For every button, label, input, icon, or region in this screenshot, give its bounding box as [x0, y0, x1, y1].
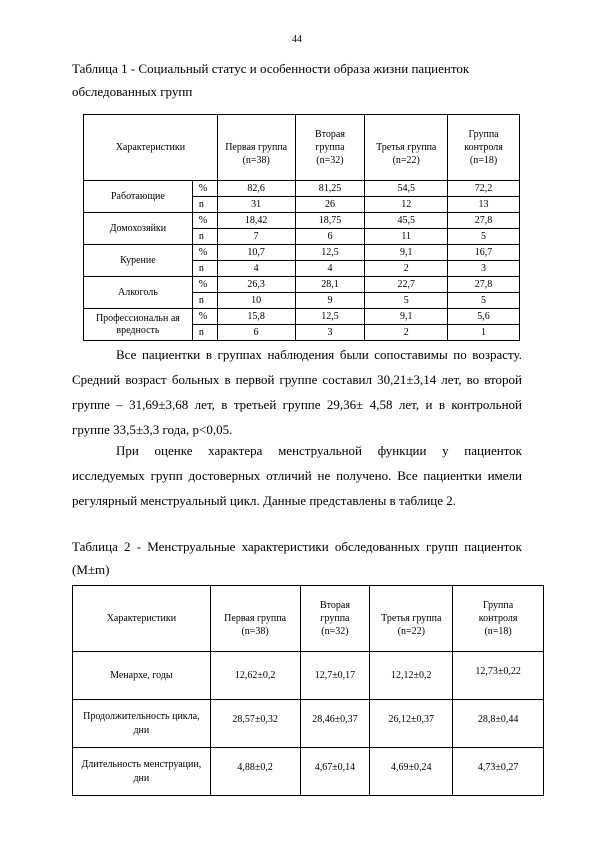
unit-percent: %	[192, 277, 217, 293]
table-cell: 5	[448, 293, 520, 309]
table2-caption: Таблица 2 - Менструальные характеристики обследованных групп пациенток (M±m)	[72, 539, 522, 577]
unit-percent: %	[192, 213, 217, 229]
table-cell: 9,1	[365, 245, 448, 261]
table1-caption: Таблица 1 - Социальный статус и особенности образа жизни пациенток обследованных групп	[72, 61, 470, 99]
table-cell: 6	[217, 325, 295, 341]
table-cell: 27,8	[448, 213, 520, 229]
social-status-table	[83, 114, 520, 341]
unit-percent: %	[192, 309, 217, 325]
table-cell: 28,46±0,37	[300, 700, 370, 748]
table-cell: 9,1	[365, 309, 448, 325]
header-group3: Третья группа (n=22)	[365, 115, 448, 181]
table-cell: 81,25	[295, 181, 365, 197]
table-cell: 5,6	[448, 309, 520, 325]
unit-count: n	[192, 229, 217, 245]
unit-count: n	[192, 293, 217, 309]
row-label: Работающие	[84, 181, 193, 213]
table-cell: 4,69±0,24	[370, 748, 453, 796]
table-cell: 12,7±0,17	[300, 652, 370, 700]
unit-count: n	[192, 197, 217, 213]
table-cell: 1	[448, 325, 520, 341]
unit-percent: %	[192, 245, 217, 261]
table-cell: 9	[295, 293, 365, 309]
paragraph-age-comparison: Все пациентки в группах наблюдения были сопоставимы по возрасту. Средний возраст больных в первой группе составил 30,21±3,14 лет, во второй группе – 31,69±3,68 лет, в третьей группе 29,36± 4,58 лет, и в контрольной группе 33,5±3,3 года, p<0,05.	[72, 347, 522, 437]
table-cell: 15,8	[217, 309, 295, 325]
unit-count: n	[192, 325, 217, 341]
table-cell: 10,7	[217, 245, 295, 261]
table-cell: 16,7	[448, 245, 520, 261]
row-label: Менархе, годы	[73, 652, 211, 700]
table-cell: 4	[217, 261, 295, 277]
table-cell: 12,73±0,22	[453, 652, 544, 700]
unit-count: n	[192, 261, 217, 277]
table-cell: 82,6	[217, 181, 295, 197]
header-group3: Третья группа (n=22)	[370, 586, 453, 652]
table-row	[84, 309, 520, 325]
table-row	[84, 245, 520, 261]
header-group2: Вторая группа (n=32)	[295, 115, 365, 181]
table-cell: 72,2	[448, 181, 520, 197]
table-cell: 10	[217, 293, 295, 309]
table-cell: 7	[217, 229, 295, 245]
table-row	[84, 213, 520, 229]
paragraph-menstrual-function: При оценке характера менструальной функции у пациенток исследуемых групп достоверных отличий не получено. Все пациентки имели регулярный менструальный цикл. Данные представлены в таблице 2.	[72, 443, 522, 508]
table-cell: 3	[295, 325, 365, 341]
row-label: Алкоголь	[84, 277, 193, 309]
table-cell: 28,8±0,44	[453, 700, 544, 748]
header-characteristics: Характеристики	[73, 586, 211, 652]
table-cell: 31	[217, 197, 295, 213]
table-cell: 5	[365, 293, 448, 309]
table-cell: 26	[295, 197, 365, 213]
table-row	[73, 748, 544, 796]
table-cell: 27,8	[448, 277, 520, 293]
table-cell: 28,57±0,32	[210, 700, 300, 748]
table-cell: 22,7	[365, 277, 448, 293]
table-cell: 11	[365, 229, 448, 245]
table-row	[84, 277, 520, 293]
row-label: Длительность менструации, дни	[73, 748, 211, 796]
table-cell: 12,62±0,2	[210, 652, 300, 700]
table-cell: 28,1	[295, 277, 365, 293]
row-label: Домохозяйки	[84, 213, 193, 245]
table-cell: 45,5	[365, 213, 448, 229]
table-header-row	[73, 586, 544, 652]
table-cell: 26,12±0,37	[370, 700, 453, 748]
table-cell: 12,12±0,2	[370, 652, 453, 700]
unit-percent: %	[192, 181, 217, 197]
table-cell: 4,73±0,27	[453, 748, 544, 796]
table-cell: 3	[448, 261, 520, 277]
table-cell: 2	[365, 261, 448, 277]
table-cell: 12	[365, 197, 448, 213]
table-cell: 13	[448, 197, 520, 213]
table-cell: 54,5	[365, 181, 448, 197]
row-label: Продолжительность цикла, дни	[73, 700, 211, 748]
header-characteristics: Характеристики	[84, 115, 218, 181]
menstrual-characteristics-table	[72, 585, 544, 796]
table-cell: 12,5	[295, 309, 365, 325]
table-cell: 26,3	[217, 277, 295, 293]
header-group1: Первая группа (n=38)	[217, 115, 295, 181]
header-group1: Первая группа (n=38)	[210, 586, 300, 652]
table-row	[84, 181, 520, 197]
table-cell: 18,75	[295, 213, 365, 229]
table-cell: 12,5	[295, 245, 365, 261]
header-control-group: Группа контроля (n=18)	[448, 115, 520, 181]
table-row	[73, 652, 544, 700]
table-cell: 4,67±0,14	[300, 748, 370, 796]
row-label: Профессиональн ая вредность	[84, 309, 193, 341]
table-cell: 6	[295, 229, 365, 245]
table-cell: 18,42	[217, 213, 295, 229]
table-header-row	[84, 115, 520, 181]
row-label: Курение	[84, 245, 193, 277]
header-control-group: Группа контроля (n=18)	[453, 586, 544, 652]
page-number: 44	[292, 34, 302, 45]
table-cell: 2	[365, 325, 448, 341]
table-cell: 5	[448, 229, 520, 245]
header-group2: Вторая группа (n=32)	[300, 586, 370, 652]
table-row	[73, 700, 544, 748]
table-cell: 4	[295, 261, 365, 277]
table-cell: 4,88±0,2	[210, 748, 300, 796]
